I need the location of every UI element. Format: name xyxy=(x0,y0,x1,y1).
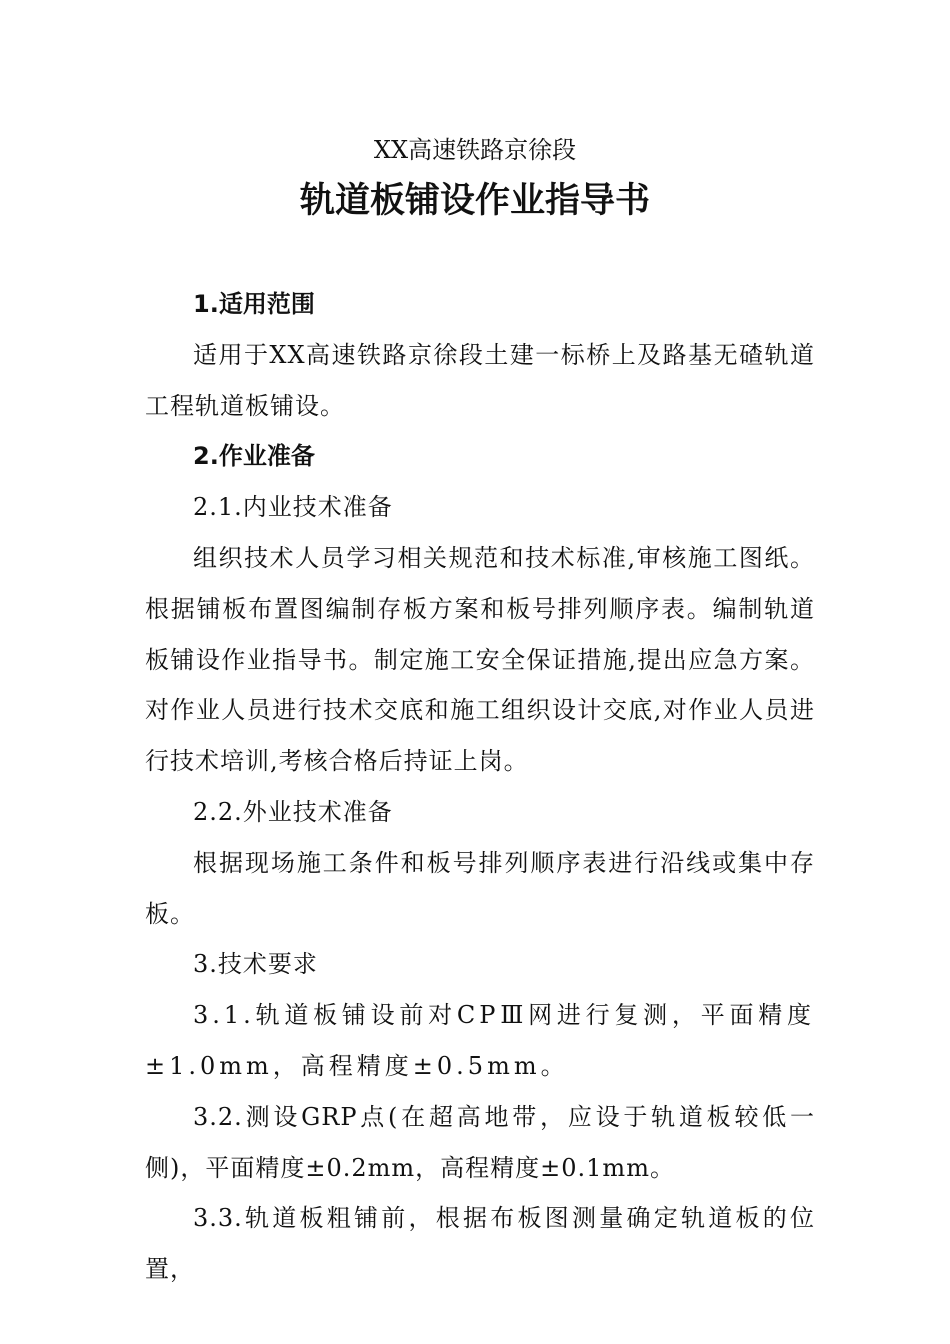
document-subtitle: XX高速铁路京徐段 xyxy=(373,136,577,164)
paragraph-requirement-3-1: 3.1.轨道板铺设前对CPⅢ网进行复测，平面精度±1.0mm，高程精度±0.5mm。 xyxy=(145,1001,815,1080)
paragraph-internal-prep: 组织技术人员学习相关规范和技术标准,审核施工图纸。根据铺板布置图编制存板方案和板号排列顺序表。编制轨道板铺设作业指导书。制定施工安全保证措施,提出应急方案。对作业人员进行技术交底和施工组织设计交底,对作业人员进行技术培训,考核合格后持证上岗。 xyxy=(145,543,815,776)
section-heading-scope: 1.适用范围 xyxy=(193,290,315,318)
subsection-heading-field-prep: 2.2.外业技术准备 xyxy=(193,797,393,826)
paragraph-requirement-3-3: 3.3.轨道板粗铺前，根据布板图测量确定轨道板的位置， xyxy=(145,1204,815,1284)
subsection-heading-internal-prep: 2.1.内业技术准备 xyxy=(193,493,393,522)
section-heading-technical-requirements: 3.技术要求 xyxy=(193,950,318,979)
paragraph-requirement-3-2: 3.2.测设GRP点(在超高地带，应设于轨道板较低一侧)，平面精度±0.2mm，高程精度±0.1mm。 xyxy=(145,1102,815,1182)
paragraph-field-prep: 根据现场施工条件和板号排列顺序表进行沿线或集中存板。 xyxy=(145,848,815,928)
paragraph-scope: 适用于XX高速铁路京徐段土建一标桥上及路基无碴轨道工程轨道板铺设。 xyxy=(145,340,815,420)
document-body xyxy=(145,279,815,1295)
section-heading-preparation: 2.作业准备 xyxy=(193,442,315,471)
document-title: 轨道板铺设作业指导书 xyxy=(299,181,650,221)
